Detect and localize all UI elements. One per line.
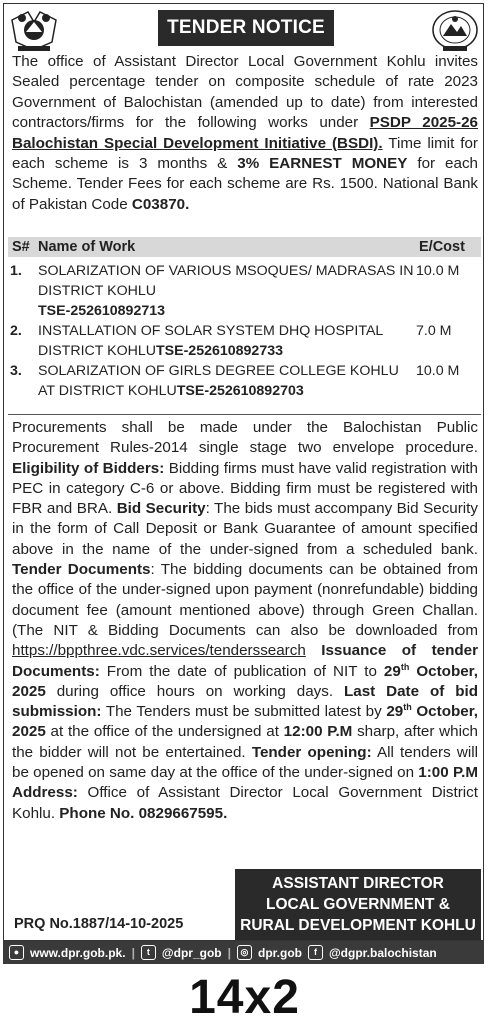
works-table [10, 261, 480, 401]
signature-line: ASSISTANT DIRECTOR [272, 875, 444, 892]
works-table-header [8, 237, 481, 257]
facebook-handle[interactable]: @dgpr.balochistan [328, 945, 437, 960]
instagram-icon: ◎ [237, 945, 252, 960]
signature-line: RURAL DEVELOPMENT KOHLU [240, 917, 476, 934]
estimated-cost: 7.0 M [416, 323, 452, 339]
signature-line: LOCAL GOVERNMENT & [266, 896, 450, 913]
facebook-icon: f [308, 945, 323, 960]
estimated-cost: 10.0 M [416, 263, 460, 279]
nbp-code: C03870. [131, 195, 190, 213]
tse-number: TSE-252610892733 [155, 343, 283, 359]
section-divider [8, 414, 481, 415]
instagram-handle[interactable]: dpr.gob [257, 945, 302, 960]
tse-number: TSE-252610892703 [176, 383, 304, 399]
prq-number: PRQ No.1887/14-10-2025 [14, 916, 184, 932]
column-header-cost: E/Cost [419, 239, 465, 255]
balochistan-emblem-logo [8, 8, 60, 54]
row-number: 2. [10, 323, 22, 339]
table-row [10, 361, 480, 401]
divider: | [131, 945, 135, 960]
column-header-name: Name of Work [38, 239, 136, 255]
signature-block [235, 869, 481, 940]
tse-number: TSE-252610892713 [38, 303, 166, 319]
column-header-sno: S# [12, 239, 30, 255]
divider: | [227, 945, 231, 960]
phone-number: Phone No. 0829667595. [59, 804, 228, 822]
row-number: 1. [10, 263, 22, 279]
work-description: SOLARIZATION OF GIRLS DEGREE COLLEGE KOHLU AT DISTRICT KOHLUTSE-252610892703 [38, 363, 399, 399]
work-description: SOLARIZATION OF VARIOUS MSOQUES/ MADRASAS IN DISTRICT KOHLU TSE-252610892713 [38, 263, 414, 319]
terms-paragraph: Procurements shall be made under the Balochistan Public Procurement Rules-2014 single stage two envelope procedure. Eligibility of Bidders: Bidding firms must have valid registration with PEC in category C-6 or above. Bidding firm must be registered with FBR and BRA. Bid Security: The bids must accompany Bid Security in the form of Call Deposit or Bank Guarantee of amount specified above in the name of the under-signed from a scheduled bank. Tender Documents: The bidding documents can be obtained from the office of the under-signed upon payment (nonrefundable) bidding document fee (amount mentioned above) through Green Challan. (The NIT & Bidding Documents can also be downloaded from https://bppthree.vdc.services/tenderssearch Issuance of tender Documents: From the date of publication of NIT to 29th October, 2025 during office hours on working days. Last Date of bid submission: The Tenders must be submitted latest by 29th October, 2025 at the office of the undersigned at 12:00 P.M sharp, after which the bidder will not be entertained. Tender opening: All tenders will be opened on same day at the office of the under-signed on 1:00 P.M Address: Office of Assistant Director Local Government District Kohlu. Phone No. 0829667595. [12, 419, 479, 822]
twitter-icon: t [141, 945, 156, 960]
page-title: TENDER NOTICE [158, 10, 334, 46]
earnest-money: 3% EARNEST MONEY [237, 155, 408, 173]
website-link[interactable]: www.dpr.gob.pk. [30, 945, 126, 960]
intro-paragraph: The office of Assistant Director Local Government Kohlu invites Sealed percentage tender on composite schedule of rate 2023 Government of Balochistan (amended up to date) from interested contractors/firms for the following works under PSDP 2025-26 Balochistan Special Development Initiative (BSDI). Time limit for each scheme is 3 months & 3% EARNEST MONEY for each Scheme. Tender Fees for each scheme are Rs. 1500. National Bank of Pakistan Code C03870. [12, 53, 478, 213]
work-description: INSTALLATION OF SOLAR SYSTEM DHQ HOSPITAL DISTRICT KOHLUTSE-252610892733 [38, 323, 383, 359]
twitter-handle[interactable]: @dpr_gob [161, 945, 222, 960]
estimated-cost: 10.0 M [416, 363, 460, 379]
tender-search-link[interactable]: https://bppthree.vdc.services/tenderssearch [12, 642, 306, 660]
government-seal-logo [429, 8, 481, 54]
table-row [10, 321, 480, 361]
psdp-scheme: PSDP 2025-26 Balochistan Special Development Initiative (BSDI). [12, 114, 478, 152]
row-number: 3. [10, 363, 22, 379]
ad-size-label: 14x2 [189, 971, 300, 1024]
table-row [10, 261, 480, 321]
globe-icon: ● [9, 945, 24, 960]
social-footer [3, 941, 484, 964]
